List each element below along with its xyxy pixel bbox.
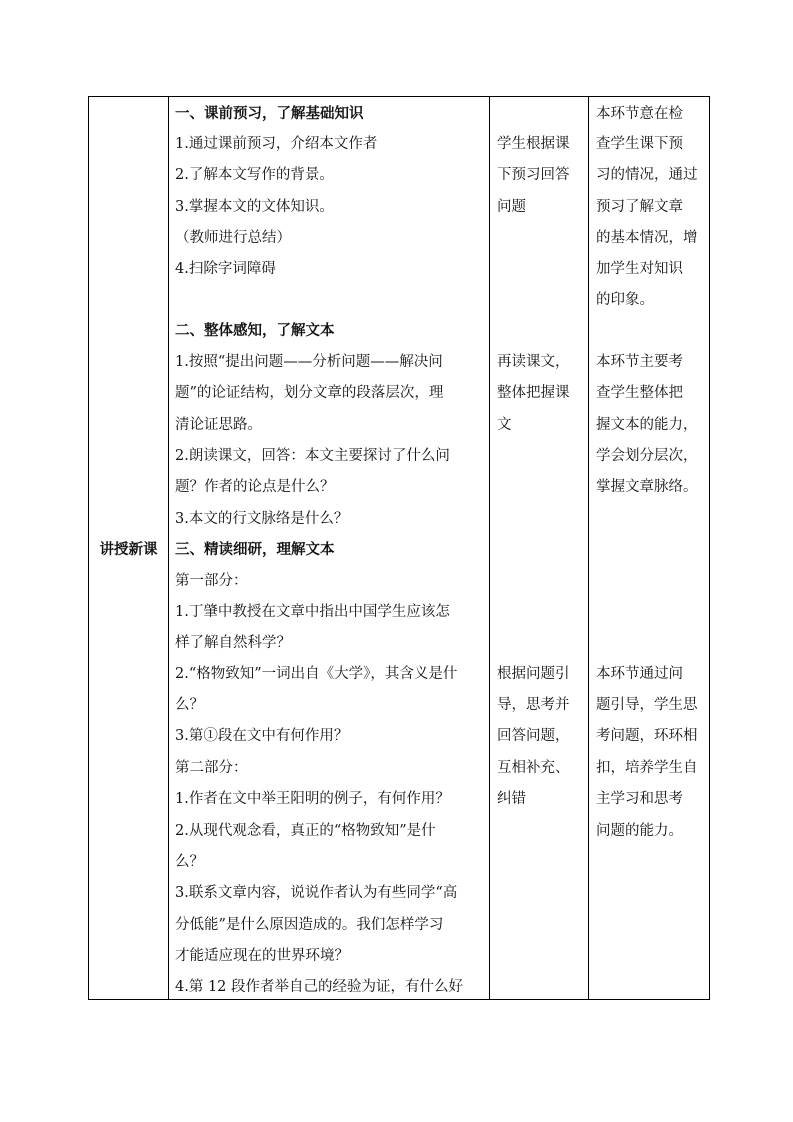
- intent-line: 题引导，学生思: [596, 697, 698, 713]
- intent-line: 掌握文章脉络。: [596, 479, 698, 495]
- intent-line: 查学生课下预: [596, 136, 683, 152]
- intent-line: 预习了解文章: [596, 199, 683, 215]
- content-line: 3.本文的行文脉络是什么？: [175, 511, 349, 527]
- content-line: 么？: [175, 854, 204, 870]
- intent-line: 习的情况，通过: [596, 167, 698, 183]
- content-line: 分低能”是什么原因造成的。我们怎样学习: [175, 917, 444, 933]
- content-line: 清论证思路。: [175, 417, 262, 433]
- intent-line: 加学生对知识: [596, 261, 683, 277]
- intent-line: 本环节意在检: [596, 106, 683, 122]
- activity-line: 互相补充、: [497, 760, 570, 776]
- content-line: 题”的论证结构，划分文章的段落层次，理: [175, 385, 444, 401]
- intent-line: 扣，培养学生自: [596, 760, 698, 776]
- intent-line: 握文本的能力，: [596, 417, 698, 433]
- activity-line: 回答问题，: [497, 728, 570, 744]
- activity-line: 整体把握课: [497, 385, 570, 401]
- content-line: 3.第①段在文中有何作用？: [175, 728, 349, 744]
- intent-line: 本环节通过问: [596, 666, 683, 682]
- content-line: 3.联系文章内容，说说作者认为有些同学“高: [175, 885, 458, 901]
- student-activity-cell: [490, 97, 589, 1000]
- part-label: 第二部分：: [175, 760, 248, 776]
- heading-overall-perception: 二、整体感知，了解文本: [175, 322, 335, 339]
- activity-line: 文: [497, 417, 512, 433]
- section-label: 讲授新课: [99, 540, 158, 558]
- content-line: （教师进行总结）: [175, 230, 291, 246]
- content-cell: [169, 97, 490, 1000]
- content-line: 3.掌握本文的文体知识。: [175, 199, 334, 215]
- content-line: 4.扫除字词障碍: [175, 261, 276, 277]
- heading-close-reading: 三、精读细研，理解文本: [175, 541, 335, 558]
- design-intent-cell: [589, 97, 710, 1000]
- heading-preview: 一、课前预习，了解基础知识: [175, 105, 364, 122]
- content-line: 2.了解本文写作的背景。: [175, 167, 334, 183]
- activity-line: 纠错: [497, 791, 526, 807]
- table-row: [89, 97, 710, 1000]
- intent-line: 本环节主要考: [596, 354, 683, 370]
- intent-line: 学会划分层次，: [596, 448, 698, 464]
- content-line: 2.朗读课文，回答：本文主要探讨了什么问: [175, 448, 450, 464]
- intent-line: 考问题，环环相: [596, 728, 698, 744]
- content-line: 2.从现代观念看，真正的“格物致知”是什: [175, 823, 436, 839]
- part-label: 第一部分：: [175, 573, 248, 589]
- content-line: 2.“格物致知”一词出自《大学》，其含义是什: [175, 666, 458, 682]
- activity-line: 再读课文，: [497, 354, 570, 370]
- content-line: 1.按照“提出问题——分析问题——解决问: [175, 354, 443, 370]
- content-line: 4.第 12 段作者举自己的经验为证，有什么好: [175, 979, 464, 995]
- content-line: 1.作者在文中举王阳明的例子，有何作用？: [175, 791, 450, 807]
- intent-line: 主学习和思考: [596, 791, 683, 807]
- content-line: 1.通过课前预习，介绍本文作者: [175, 136, 378, 152]
- activity-line: 根据问题引: [497, 666, 570, 682]
- intent-line: 问题的能力。: [596, 823, 683, 839]
- activity-line: 问题: [497, 199, 526, 215]
- intent-line: 查学生整体把: [596, 385, 683, 401]
- content-line: 么？: [175, 697, 204, 713]
- activity-line: 下预习回答: [497, 167, 570, 183]
- lesson-plan-table: [88, 96, 710, 1000]
- content-line: 才能适应现在的世界环境？: [175, 948, 349, 964]
- content-line: 1.丁肇中教授在文章中指出中国学生应该怎: [175, 604, 450, 620]
- content-line: 题？作者的论点是什么？: [175, 479, 335, 495]
- section-label-cell: [89, 97, 169, 1000]
- activity-line: 导，思考并: [497, 697, 570, 713]
- intent-line: 的印象。: [596, 292, 654, 308]
- activity-line: 学生根据课: [497, 136, 570, 152]
- intent-line: 的基本情况，增: [596, 230, 698, 246]
- content-line: 样了解自然科学？: [175, 635, 291, 651]
